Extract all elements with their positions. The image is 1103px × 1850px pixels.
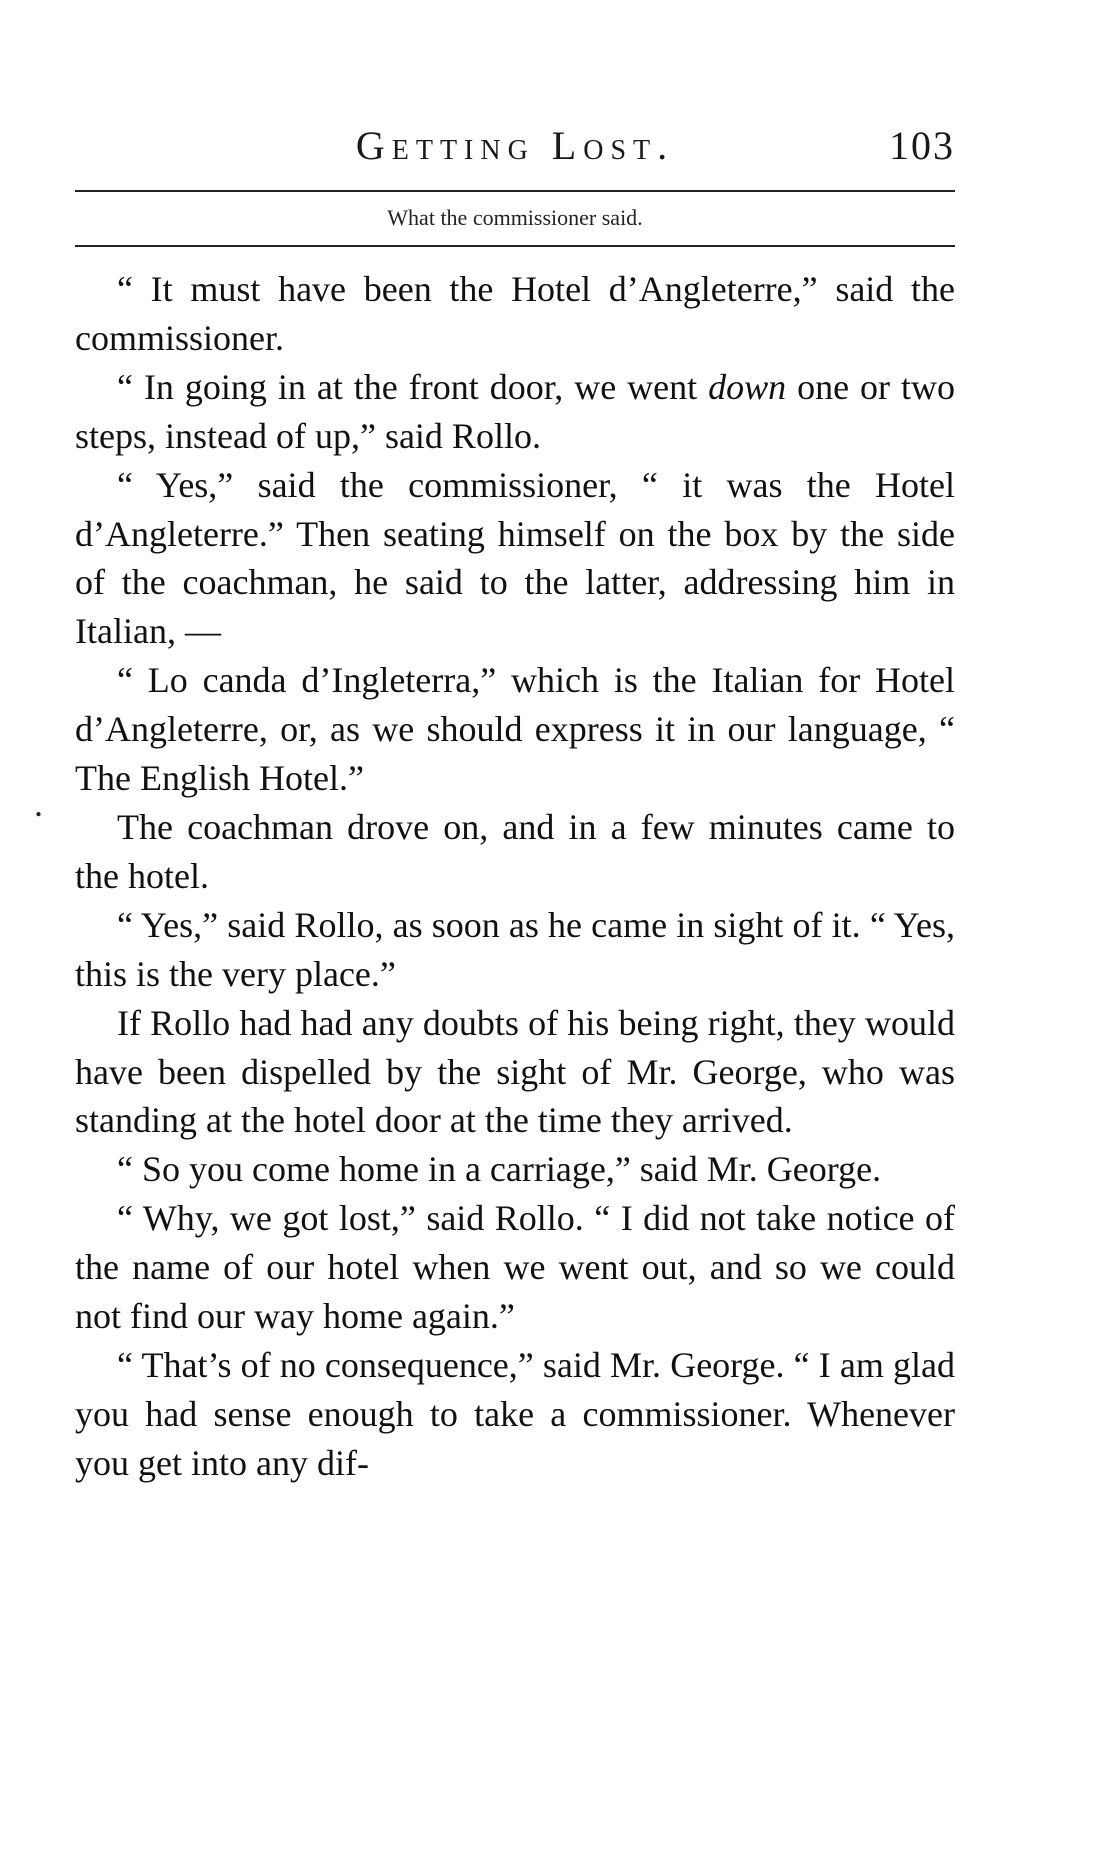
paragraph: “ Yes,” said the commissioner, “ it was the Hotel d’Angleterre.” Then seating himself on the box by the side of the coachman, he said to the latter, addressing him in Italian, —	[75, 464, 955, 652]
header-rule-top	[75, 190, 955, 192]
paragraph: If Rollo had had any doubts of his being right, they would have been dispelled by the sight of Mr. George, who was standing at the hotel door at the time they arrived.	[75, 1002, 955, 1141]
paragraph: The coachman drove on, and in a few minutes came to the hotel.	[75, 806, 955, 896]
paragraph: “ Lo canda d’Ingleterra,” which is the Italian for Hotel d’Angleterre, or, as we should express it in our language, “ The English Hotel.”	[75, 660, 955, 799]
section-subheading: What the commissioner said.	[387, 205, 643, 230]
page-number: 103	[889, 123, 955, 168]
header-rule-bottom	[75, 245, 955, 247]
running-title: Getting Lost.	[355, 123, 675, 168]
paragraph: “ Yes,” said Rollo, as soon as he came in sight of it. “ Yes, this is the very place.”	[75, 904, 955, 994]
paragraph: “ So you come home in a carriage,” said Mr. George.	[117, 1149, 882, 1190]
paragraph: “ That’s of no consequence,” said Mr. George. “ I am glad you had sense enough to take a commissioner. Whenever you get into any dif-	[75, 1344, 955, 1483]
paragraph-text: one or two steps, instead of up,” said Rollo.	[75, 366, 955, 456]
paragraph: “ It must have been the Hotel d’Angleterre,” said the commissioner.	[75, 269, 955, 358]
body-text	[75, 265, 955, 1488]
paragraph: “ Why, we got lost,” said Rollo. “ I did not take notice of the name of our hotel when we went out, and so we could not find our way home again.”	[75, 1198, 955, 1337]
paragraph	[75, 363, 955, 461]
paragraph-text: “ In going in at the front door, we went	[117, 366, 709, 407]
running-head	[75, 122, 955, 182]
italic-word: down	[708, 366, 787, 407]
margin-mark: .	[34, 784, 43, 824]
